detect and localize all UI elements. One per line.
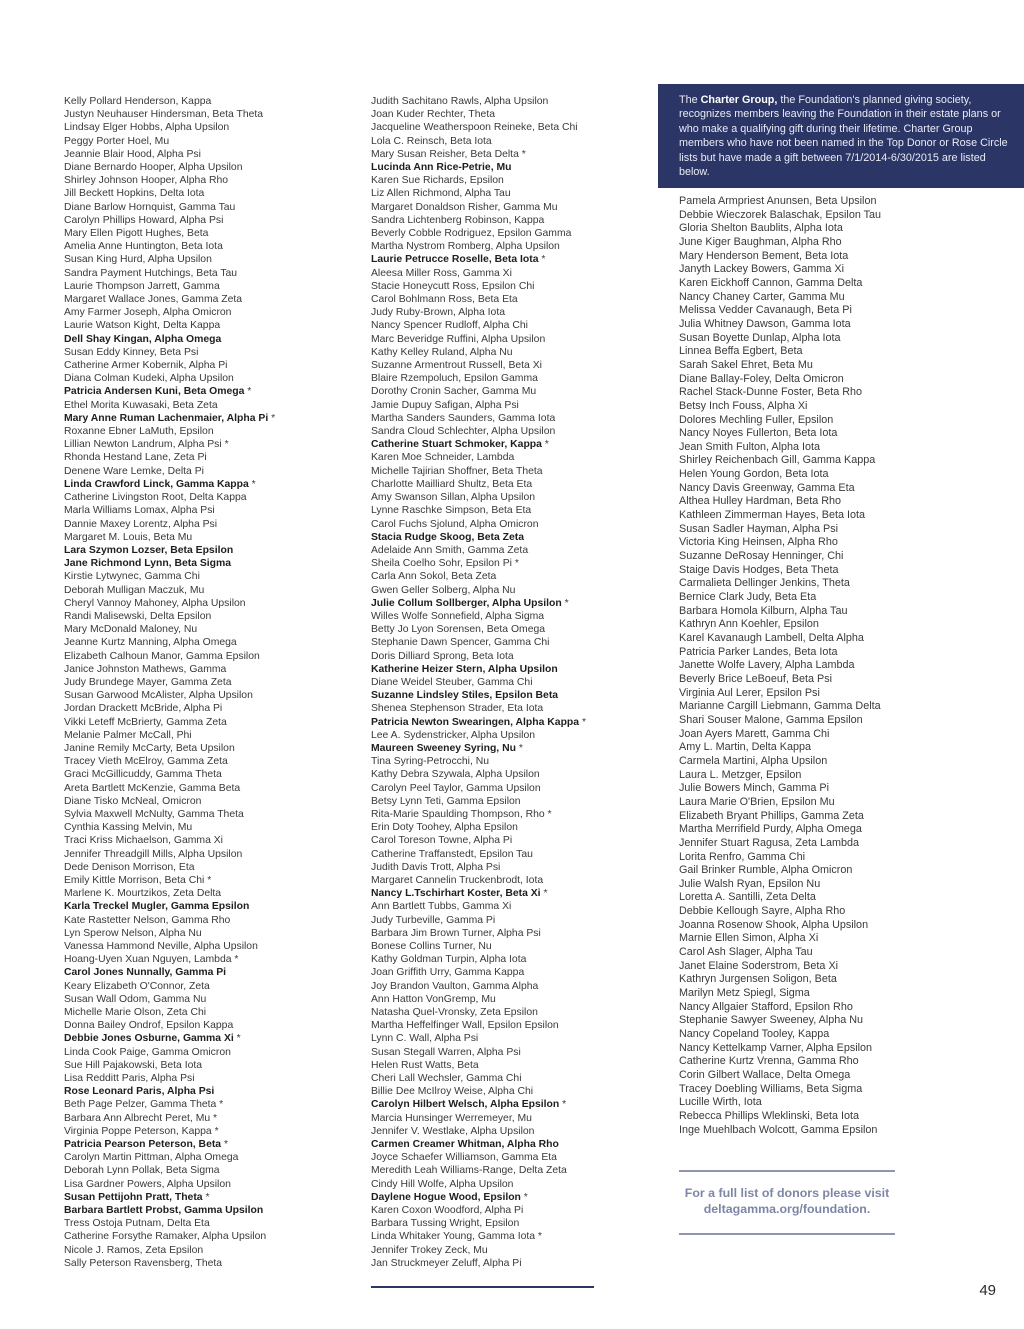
donor-entry: Susan Sadler Hayman, Alpha Psi (679, 522, 839, 535)
donor-entry: Lorita Renfro, Gamma Chi (679, 850, 806, 863)
donor-entry: Susan Eddy Kinney, Beta Psi (64, 346, 199, 358)
donor-entry: Ann Bartlett Tubbs, Gamma Xi (371, 901, 512, 913)
foundation-url[interactable]: deltagamma.org/foundation. (703, 1202, 871, 1216)
donor-entry: Virginia Poppe Peterson, Kappa * (64, 1125, 354, 1138)
donor-entry: Laurie Watson Kight, Delta Kappa (64, 320, 221, 332)
donor-entry: Deborah Lynn Pollak, Beta Sigma (64, 1165, 220, 1177)
donor-entry: Vanessa Hammond Neville, Alpha Upsilon (64, 941, 258, 952)
donor-entry: Melanie Palmer McCall, Phi (64, 729, 192, 741)
donor-entry: Ethel Morita Kuwasaki, Beta Zeta (64, 399, 218, 411)
donor-entry: Shari Souser Malone, Gamma Epsilon (679, 713, 863, 726)
donor-entry: Mary Henderson Bement, Beta Iota (679, 249, 849, 262)
donor-entry: Amelia Anne Huntington, Beta Iota (64, 241, 223, 253)
donor-entry: Dorothy Cronin Sacher, Gamma Mu (371, 386, 537, 398)
donor-entry: Lisa Gardner Powers, Alpha Upsilon (64, 1178, 231, 1190)
donor-entry: Elizabeth Calhoun Manor, Gamma Epsilon (64, 650, 260, 662)
donor-entry: Patricia Pearson Peterson, Beta * (64, 1138, 354, 1151)
donor-entry: Suzanne Lindsley Stiles, Epsilon Beta (371, 690, 559, 702)
donor-entry: Vikki Leteff McBrierty, Gamma Zeta (64, 716, 227, 728)
donor-entry: Stacie Honeycutt Ross, Epsilon Chi (371, 280, 535, 292)
donor-entry: Janet Elaine Soderstrom, Beta Xi (679, 959, 839, 972)
donor-entry: Corin Gilbert Wallace, Delta Omega (679, 1069, 851, 1081)
donor-entry: Marc Beveridge Ruffini, Alpha Upsilon (371, 333, 546, 345)
donor-entry: Lynne Raschke Simpson, Beta Eta (371, 505, 532, 517)
donor-entry: Natasha Quel-Vronsky, Zeta Epsilon (371, 1007, 538, 1019)
donor-entry: Beverly Brice LeBoeuf, Beta Psi (679, 672, 833, 685)
donor-entry: Janice Johnston Mathews, Gamma (64, 663, 227, 675)
donor-entry: Laurie Thompson Jarrett, Gamma (64, 280, 220, 292)
donor-entry: Julie Bowers Minch, Gamma Pi (679, 782, 830, 795)
donor-entry: Jennifer Threadgill Mills, Alpha Upsilon (64, 848, 243, 860)
donor-entry: Catherine Kurtz Vrenna, Gamma Rho (679, 1055, 859, 1068)
donor-entry: Marnie Ellen Simon, Alpha Xi (679, 932, 819, 945)
donor-entry: Carmalieta Dellinger Jenkins, Theta (679, 577, 850, 590)
donor-entry: Helen Rust Watts, Beta (371, 1059, 479, 1071)
donor-entry: Martha Heffelfinger Wall, Epsilon Epsilon (371, 1020, 559, 1032)
donor-entry: Barbara Tussing Wright, Epsilon (371, 1218, 520, 1230)
donor-entry: Judy Brundege Mayer, Gamma Zeta (64, 676, 232, 688)
charter-group-box (658, 84, 1024, 188)
donor-entry: Kirstie Lytwynec, Gamma Chi (64, 571, 200, 583)
donor-entry: Tracey Doebling Williams, Beta Sigma (679, 1082, 863, 1095)
donor-entry: Melissa Vedder Cavanaugh, Beta Pi (679, 304, 852, 317)
donor-entry: Areta Bartlett McKenzie, Gamma Beta (64, 782, 241, 794)
donor-entry: Marilyn Metz Spiegl, Sigma (679, 987, 810, 1000)
donor-entry: Dannie Maxey Lorentz, Alpha Psi (64, 518, 218, 530)
donor-entry: Patricia Newton Swearingen, Alpha Kappa * (371, 716, 661, 729)
donor-entry: Marlene K. Mourtzikos, Zeta Delta (64, 888, 222, 900)
donor-entry: Laura Marie O'Brien, Epsilon Mu (679, 795, 835, 808)
donor-entry: Rita-Marie Spaulding Thompson, Rho * (371, 808, 661, 821)
donor-entry: Sarah Sakel Ehret, Beta Mu (679, 358, 813, 371)
donor-entry: Jane Richmond Lynn, Beta Sigma (64, 558, 232, 570)
donor-entry: Susan Stegall Warren, Alpha Psi (371, 1046, 521, 1058)
donor-entry: Betsy Inch Fouss, Alpha Xi (679, 399, 808, 412)
donor-entry: Margaret M. Louis, Beta Mu (64, 531, 193, 543)
donor-entry: Michelle Marie Olson, Zeta Chi (64, 1007, 207, 1019)
donor-entry: Lynn C. Wall, Alpha Psi (371, 1033, 479, 1045)
donor-entry: Beverly Cobble Rodriguez, Epsilon Gamma (371, 228, 572, 240)
donor-entry: Nancy Davis Greenway, Gamma Eta (679, 481, 855, 494)
donor-entry: Stephanie Dawn Spencer, Gamma Chi (371, 637, 550, 649)
donor-entry: Sandra Payment Hutchings, Beta Tau (64, 267, 238, 279)
donor-entry: Susan Pettijohn Pratt, Theta * (64, 1191, 354, 1204)
donor-entry: Debbie Jones Osburne, Gamma Xi * (64, 1032, 354, 1045)
donor-entry: Janyth Lackey Bowers, Gamma Xi (679, 263, 845, 276)
full-list-note (679, 1185, 895, 1217)
donor-entry: Marcia Hunsinger Werremeyer, Mu (371, 1112, 532, 1124)
donor-entry: Michelle Tajirian Shoffner, Beta Theta (371, 465, 543, 477)
donor-entry: Barbara Ann Albrecht Peret, Mu * (64, 1112, 354, 1125)
donor-entry: Carolyn Martin Pittman, Alpha Omega (64, 1152, 239, 1164)
donor-entry: Victoria King Heinsen, Alpha Rho (679, 536, 838, 549)
donor-entry: Shenea Stephenson Strader, Eta Iota (371, 703, 544, 715)
donor-entry: Lillian Newton Landrum, Alpha Psi * (64, 438, 354, 451)
donor-entry: Ann Hatton VonGremp, Mu (371, 993, 496, 1005)
donor-entry: Loretta A. Santilli, Zeta Delta (679, 891, 816, 904)
donor-entry: Betsy Lynn Teti, Gamma Epsilon (371, 795, 521, 807)
donor-entry: Daylene Hogue Wood, Epsilon * (371, 1191, 661, 1204)
donor-entry: Beth Page Pelzer, Gamma Theta * (64, 1098, 354, 1111)
donor-entry: Bernice Clark Judy, Beta Eta (679, 591, 817, 604)
footer-rule-top (679, 1170, 895, 1172)
donor-entry: Sandra Lichtenberg Robinson, Kappa (371, 214, 545, 226)
donor-entry: Catherine Stuart Schmoker, Kappa * (371, 438, 661, 451)
donor-entry: Barbara Jim Brown Turner, Alpha Psi (371, 927, 541, 939)
donor-entry: Nancy Noyes Fullerton, Beta Iota (679, 427, 838, 440)
donor-entry: Sylvia Maxwell McNulty, Gamma Theta (64, 808, 244, 820)
donor-entry: Sally Peterson Ravensberg, Theta (64, 1257, 223, 1269)
donor-entry: Gail Brinker Rumble, Alpha Omicron (679, 864, 853, 877)
donor-entry: Susan Wall Odom, Gamma Nu (64, 993, 207, 1005)
donor-entry: Kathy Kelley Ruland, Alpha Nu (371, 346, 513, 358)
donor-entry: Linda Crawford Linck, Gamma Kappa * (64, 478, 354, 491)
donor-entry: Jacqueline Weatherspoon Reineke, Beta Chi (371, 122, 578, 134)
donor-entry: Rachel Stack-Dunne Foster, Beta Rho (679, 386, 863, 399)
donor-entry: Susan Boyette Dunlap, Alpha Iota (679, 331, 841, 344)
donor-entry: Willes Wolfe Sonnefield, Alpha Sigma (371, 610, 545, 622)
donor-entry: Diane Weidel Steuber, Gamma Chi (371, 676, 533, 688)
donor-entry: Stacia Rudge Skoog, Beta Zeta (371, 531, 525, 543)
donor-entry: Patricia Andersen Kuni, Beta Omega * (64, 385, 354, 398)
donor-entry: Carol Fuchs Sjolund, Alpha Omicron (371, 518, 539, 530)
donor-entry: Mary Susan Reisher, Beta Delta * (371, 148, 661, 161)
donor-entry: Mary Anne Ruman Lachenmaier, Alpha Pi * (64, 412, 354, 425)
donor-entry: June Kiger Baughman, Alpha Rho (679, 235, 842, 248)
donor-entry: Jan Struckmeyer Zeluff, Alpha Pi (371, 1257, 522, 1269)
donor-entry: Karla Treckel Mugler, Gamma Epsilon (64, 901, 250, 913)
donor-entry: Diane Bernardo Hooper, Alpha Upsilon (64, 162, 243, 174)
donor-entry: Helen Young Gordon, Beta Iota (679, 468, 829, 481)
donor-entry: Billie Dee McIlroy Weise, Alpha Chi (371, 1086, 534, 1098)
donor-entry: Diane Tisko McNeal, Omicron (64, 795, 202, 807)
donor-entry: Rhonda Hestand Lane, Zeta Pi (64, 452, 207, 464)
charter-prefix: The (679, 94, 701, 106)
donor-entry: Traci Kriss Michaelson, Gamma Xi (64, 835, 223, 847)
donor-entry: Rose Leonard Paris, Alpha Psi (64, 1086, 215, 1098)
donor-entry: Shirley Johnson Hooper, Alpha Rho (64, 175, 229, 187)
donor-entry: Emily Kittle Morrison, Beta Chi * (64, 874, 354, 887)
donor-entry: Karen Sue Richards, Epsilon (371, 175, 504, 187)
page-number: 49 (979, 1282, 996, 1299)
donor-entry: Kathleen Zimmerman Hayes, Beta Iota (679, 509, 866, 522)
donor-entry: Justyn Neuhauser Hindersman, Beta Theta (64, 109, 264, 121)
donor-entry: Laura L. Metzger, Epsilon (679, 768, 802, 781)
donor-entry: Laurie Petrucce Roselle, Beta Iota * (371, 253, 661, 266)
donor-entry: Jennifer V. Westlake, Alpha Upsilon (371, 1125, 535, 1137)
donor-entry: Jennifer Stuart Ragusa, Zeta Lambda (679, 836, 860, 849)
donor-entry: Nancy L.Tschirhart Koster, Beta Xi * (371, 887, 661, 900)
donor-entry: Gwen Geller Solberg, Alpha Nu (371, 584, 516, 596)
donor-entry: Nancy Spencer Rudloff, Alpha Chi (371, 320, 528, 332)
donor-entry: Cynthia Kassing Melvin, Mu (64, 822, 193, 834)
donor-entry: Marianne Cargill Liebmann, Gamma Delta (679, 700, 881, 713)
donor-entry: Lara Szymon Lozser, Beta Epsilon (64, 544, 234, 556)
donor-entry: Jeannie Blair Hood, Alpha Psi (64, 148, 201, 160)
donor-entry: Carolyn Phillips Howard, Alpha Psi (64, 214, 224, 226)
donor-entry: Peggy Porter Hoel, Mu (64, 135, 170, 147)
donor-entry: Mary Ellen Pigott Hughes, Beta (64, 228, 209, 240)
donor-entry: Cheryl Vannoy Mahoney, Alpha Upsilon (64, 597, 246, 609)
donor-entry: Lucinda Ann Rice-Petrie, Mu (371, 162, 512, 174)
donor-entry: Susan Garwood McAlister, Alpha Upsilon (64, 690, 253, 702)
donor-entry: Diane Barlow Hornquist, Gamma Tau (64, 201, 236, 213)
donor-entry: Kathy Goldman Turpin, Alpha Iota (371, 954, 527, 966)
donor-entry: Deborah Mulligan Maczuk, Mu (64, 584, 205, 596)
donor-entry: Catherine Forsythe Ramaker, Alpha Upsilon (64, 1231, 267, 1243)
donor-entry: Tracey Vieth McElroy, Gamma Zeta (64, 756, 228, 768)
charter-group-title: Charter Group, (700, 94, 778, 106)
donor-entry: Carmela Martini, Alpha Upsilon (679, 754, 828, 767)
donor-entry: Nancy Kettelkamp Varner, Alpha Epsilon (679, 1041, 873, 1054)
charter-group-list (679, 195, 979, 1137)
donor-entry: Karen Eickhoff Cannon, Gamma Delta (679, 276, 863, 289)
donor-entry: Katherine Heizer Stern, Alpha Upsilon (371, 663, 558, 675)
donor-entry: Judith Davis Trott, Alpha Psi (371, 861, 501, 873)
donor-entry: Patricia Parker Landes, Beta Iota (679, 645, 838, 658)
donor-entry: Linnea Beffa Egbert, Beta (679, 345, 803, 358)
donor-entry: Dell Shay Kingan, Alpha Omega (64, 333, 222, 345)
donor-entry: Julie Walsh Ryan, Epsilon Nu (679, 877, 821, 890)
donor-entry: Kelly Pollard Henderson, Kappa (64, 96, 212, 107)
donor-entry: Inge Muehlbach Wolcott, Gamma Epsilon (679, 1123, 878, 1136)
donor-entry: Karen Coxon Woodford, Alpha Pi (371, 1205, 524, 1217)
donor-entry: Sue Hill Pajakowski, Beta Iota (64, 1059, 203, 1071)
donor-entry: Barbara Bartlett Probst, Gamma Upsilon (64, 1205, 264, 1217)
donor-entry: Karen Moe Schneider, Lambda (371, 452, 515, 464)
donor-entry: Diane Ballay-Foley, Delta Omicron (679, 372, 844, 385)
donor-entry: Kathryn Jurgensen Soligon, Beta (679, 973, 837, 986)
donor-entry: Virginia Aul Lerer, Epsilon Psi (679, 686, 820, 699)
donor-entry: Judy Ruby-Brown, Alpha Iota (371, 307, 505, 319)
donor-entry: Charlotte Mailliard Shultz, Beta Eta (371, 478, 533, 490)
donor-entry: Margaret Cannelin Truckenbrodt, Iota (371, 874, 544, 886)
donor-entry: Amy L. Martin, Delta Kappa (679, 741, 812, 754)
donor-entry: Cindy Hill Wolfe, Alpha Upsilon (371, 1178, 514, 1190)
donor-entry: Martha Sanders Saunders, Gamma Iota (371, 412, 556, 424)
donor-entry: Adelaide Ann Smith, Gamma Zeta (371, 544, 529, 556)
donor-entry: Catherine Livingston Root, Delta Kappa (64, 492, 247, 504)
donor-entry: Maureen Sweeney Syring, Nu * (371, 742, 661, 755)
donor-entry: Jordan Drackett McBride, Alpha Pi (64, 703, 223, 715)
donor-entry: Rebecca Phillips Wleklinski, Beta Iota (679, 1109, 860, 1122)
donor-entry: Martha Merrifield Purdy, Alpha Omega (679, 823, 862, 836)
donor-entry: Graci McGillicuddy, Gamma Theta (64, 769, 222, 781)
donor-entry: Julia Whitney Dawson, Gamma Iota (679, 317, 851, 330)
donor-entry: Elizabeth Bryant Phillips, Gamma Zeta (679, 809, 864, 822)
donor-entry: Carolyn Hilbert Welsch, Alpha Epsilon * (371, 1098, 661, 1111)
donor-entry: Dede Denison Morrison, Eta (64, 861, 195, 873)
donor-entry: Joanna Rosenow Shook, Alpha Upsilon (679, 918, 869, 931)
donor-entry: Janine Remily McCarty, Beta Upsilon (64, 742, 235, 754)
donor-entry: Nancy Allgaier Stafford, Epsilon Rho (679, 1000, 853, 1013)
donor-entry: Amy Farmer Joseph, Alpha Omicron (64, 307, 232, 319)
donor-column-1 (64, 95, 354, 1270)
donor-entry: Lee A. Sydenstricker, Alpha Upsilon (371, 729, 536, 741)
donor-entry: Jeanne Kurtz Manning, Alpha Omega (64, 637, 237, 649)
donor-entry: Bonese Collins Turner, Nu (371, 941, 492, 952)
donor-entry: Kate Rastetter Nelson, Gamma Rho (64, 914, 231, 926)
donor-entry: Meredith Leah Williams-Range, Delta Zeta (371, 1165, 567, 1177)
donor-entry: Donna Bailey Ondrof, Epsilon Kappa (64, 1020, 234, 1032)
footer-rule-bottom (679, 1233, 895, 1235)
donor-entry: Carol Bohlmann Ross, Beta Eta (371, 294, 518, 306)
donor-entry: Sheila Coelho Sohr, Epsilon Pi * (371, 557, 661, 570)
donor-entry: Linda Cook Paige, Gamma Omicron (64, 1046, 231, 1058)
donor-entry: Dolores Mechling Fuller, Epsilon (679, 413, 834, 426)
donor-column-2 (371, 95, 661, 1270)
donor-entry: Mary McDonald Maloney, Nu (64, 624, 198, 636)
column-divider-rule (371, 1286, 594, 1288)
donor-entry: Karel Kavanaugh Lambell, Delta Alpha (679, 632, 864, 644)
donor-entry: Susan King Hurd, Alpha Upsilon (64, 254, 212, 266)
donor-entry: Marla Williams Lomax, Alpha Psi (64, 505, 215, 517)
donor-entry: Denene Ware Lemke, Delta Pi (64, 465, 204, 477)
donor-entry: Carmen Creamer Whitman, Alpha Rho (371, 1139, 559, 1151)
donor-entry: Jean Smith Fulton, Alpha Iota (679, 440, 821, 453)
donor-entry: Joy Brandon Vaulton, Gamma Alpha (371, 980, 539, 992)
donor-entry: Carol Jones Nunnally, Gamma Pi (64, 967, 227, 979)
donor-entry: Judy Turbeville, Gamma Pi (371, 914, 496, 926)
donor-entry: Jamie Dupuy Safigan, Alpha Psi (371, 399, 519, 411)
donor-entry: Diana Colman Kudeki, Alpha Upsilon (64, 373, 234, 385)
donor-entry: Jill Beckett Hopkins, Delta Iota (64, 188, 205, 200)
donor-entry: Gloria Shelton Baublits, Alpha Iota (679, 222, 843, 235)
donor-entry: Carol Toreson Towne, Alpha Pi (371, 835, 513, 847)
donor-entry: Lisa Redditt Paris, Alpha Psi (64, 1073, 195, 1085)
donor-entry: Stephanie Sawyer Sweeney, Alpha Nu (679, 1014, 864, 1027)
donor-entry: Staige Davis Hodges, Beta Theta (679, 563, 839, 576)
donor-entry: Margaret Wallace Jones, Gamma Zeta (64, 294, 243, 306)
donor-entry: Nancy Chaney Carter, Gamma Mu (679, 290, 845, 303)
donor-entry: Althea Hulley Hardman, Beta Rho (679, 495, 842, 508)
donor-entry: Lucille Wirth, Iota (679, 1096, 762, 1109)
donor-entry: Margaret Donaldson Risher, Gamma Mu (371, 201, 558, 213)
donor-entry: Keary Elizabeth O'Connor, Zeta (64, 980, 210, 992)
donor-entry: Joan Ayers Marett, Gamma Chi (679, 727, 830, 740)
donor-entry: Shirley Reichenbach Gill, Gamma Kappa (679, 454, 876, 467)
donor-entry: Joyce Schaefer Williamson, Gamma Eta (371, 1152, 557, 1164)
donor-entry: Kathy Debra Szywala, Alpha Upsilon (371, 769, 540, 781)
donor-entry: Suzanne DeRosay Henninger, Chi (679, 550, 844, 563)
donor-entry: Erin Doty Toohey, Alpha Epsilon (371, 822, 518, 834)
donor-entry: Blaire Rzempoluch, Epsilon Gamma (371, 373, 538, 385)
donor-entry: Suzanne Armentrout Russell, Beta Xi (371, 360, 542, 372)
donor-entry: Lola C. Reinsch, Beta Iota (371, 135, 492, 147)
donor-entry: Carol Ash Slager, Alpha Tau (679, 946, 813, 959)
donor-entry: Randi Malisewski, Delta Epsilon (64, 610, 212, 622)
donor-entry: Betty Jo Lyon Sorensen, Beta Omega (371, 624, 546, 636)
donor-entry: Barbara Homola Kilburn, Alpha Tau (679, 604, 848, 617)
donor-entry: Lyn Sperow Nelson, Alpha Nu (64, 927, 202, 939)
donor-entry: Julie Collum Sollberger, Alpha Upsilon * (371, 597, 661, 610)
charter-description: the Foundation's planned giving society, recognizes members leaving the Foundation in their estate plans or who make a qualifying gift during their lifetime. Charter Group members who have not been named in the Top Donor or Rose Circle lists but have made a gift between 7/1/2014-6/30/2015 are listed below. (679, 94, 1008, 179)
donor-entry: Hoang-Uyen Xuan Nguyen, Lambda * (64, 953, 354, 966)
donor-entry: Jennifer Trokey Zeck, Mu (371, 1244, 488, 1256)
donor-entry: Roxanne Ebner LaMuth, Epsilon (64, 426, 214, 438)
donor-entry: Judith Sachitano Rawls, Alpha Upsilon (371, 96, 549, 107)
donor-entry: Catherine Armer Kobernik, Alpha Pi (64, 360, 228, 372)
donor-entry: Catherine Traffanstedt, Epsilon Tau (371, 848, 533, 860)
donor-entry: Carolyn Peel Taylor, Gamma Upsilon (371, 782, 541, 794)
donor-entry: Cheri Lall Wechsler, Gamma Chi (371, 1073, 522, 1085)
donor-entry: Nancy Copeland Tooley, Kappa (679, 1028, 830, 1041)
donor-entry: Nicole J. Ramos, Zeta Epsilon (64, 1244, 204, 1256)
donor-entry: Joan Kuder Rechter, Theta (371, 109, 495, 121)
donor-entry: Tress Ostoja Putnam, Delta Eta (64, 1218, 210, 1230)
donor-entry: Tina Syring-Petrocchi, Nu (371, 756, 489, 768)
donor-entry: Aleesa Miller Ross, Gamma Xi (371, 267, 512, 279)
donor-entry: Debbie Wieczorek Balaschak, Epsilon Tau (679, 208, 882, 221)
full-list-line-1: For a full list of donors please visit (684, 1186, 890, 1200)
donor-entry: Kathryn Ann Koehler, Epsilon (679, 618, 819, 631)
donor-entry: Janette Wolfe Lavery, Alpha Lambda (679, 659, 855, 672)
donor-entry: Carla Ann Sokol, Beta Zeta (371, 571, 497, 583)
donor-entry: Joan Griffith Urry, Gamma Kappa (371, 967, 525, 979)
donor-entry: Linda Whitaker Young, Gamma Iota * (371, 1230, 661, 1243)
donor-entry: Sandra Cloud Schlechter, Alpha Upsilon (371, 426, 556, 438)
donor-entry: Liz Allen Richmond, Alpha Tau (371, 188, 511, 200)
donor-entry: Pamela Armpriest Anunsen, Beta Upsilon (679, 195, 877, 207)
donor-entry: Martha Nystrom Romberg, Alpha Upsilon (371, 241, 560, 253)
donor-entry: Lindsay Elger Hobbs, Alpha Upsilon (64, 122, 230, 134)
donor-entry: Doris Dilliard Sprong, Beta Iota (371, 650, 514, 662)
donor-entry: Amy Swanson Sillan, Alpha Upsilon (371, 492, 536, 504)
donor-entry: Debbie Kellough Sayre, Alpha Rho (679, 905, 846, 918)
